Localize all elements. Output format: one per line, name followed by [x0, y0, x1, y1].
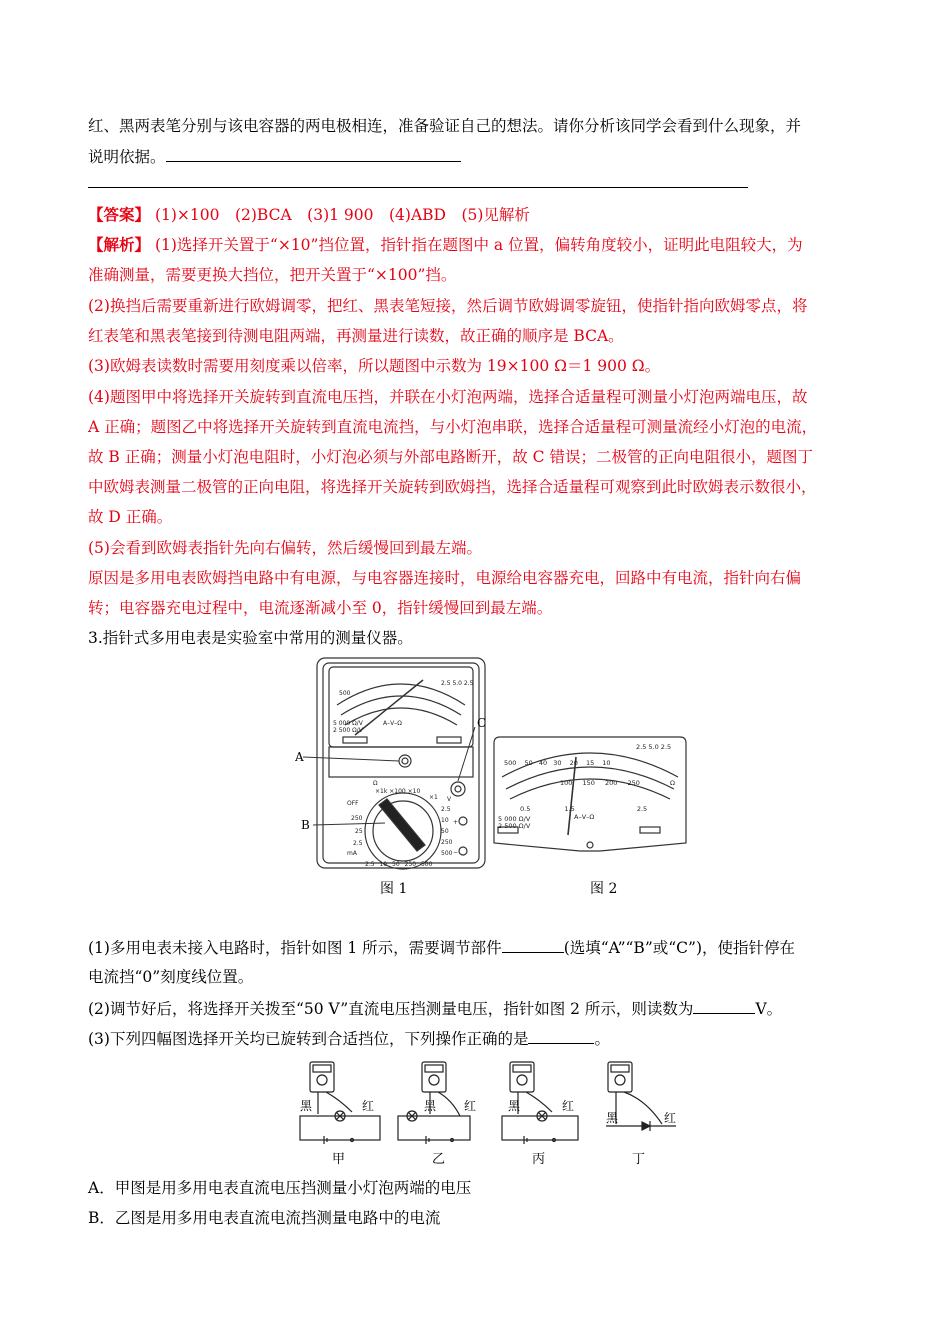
- analysis-line-2: 准确测量，需要更换大挡位，把开关置于“×100”挡。: [88, 266, 457, 284]
- fig1-plus: +: [453, 819, 459, 826]
- circuit-bing-red: 红: [562, 1099, 575, 1113]
- analysis-line-9: 中欧姆表测量二极管的正向电阻，将选择开关旋转到欧姆挡，选择合适量程可观察到此时欧姆表示数很小，: [88, 478, 817, 496]
- analysis-line-4: 红表笔和黑表笔接到待测电阻两端，再测量进行读数，故正确的顺序是 BCA。: [88, 327, 624, 345]
- fig1-dial-right-4: 250: [441, 839, 453, 846]
- intro-line-1: 红、黑两表笔分别与该电容器的两电极相连，准备验证自己的想法。请你分析该同学会看到什么现象，并: [88, 117, 802, 135]
- fig2-scale-top: 500 50 40 30 20 15 10: [504, 759, 611, 767]
- circuit-caption-yi: 乙: [432, 1152, 446, 1167]
- fig1-dial-right-1: 2.5: [441, 806, 451, 813]
- circuit-yi-red: 红: [464, 1099, 477, 1113]
- intro-line-2-text: 说明依据。: [88, 148, 166, 166]
- circuit-jia-black: 黑: [300, 1099, 313, 1113]
- answer-text: (1)×100 (2)BCA (3)1 900 (4)ABD (5)见解析: [154, 206, 530, 224]
- q3-sub-2-text-a: (2)调节好后，将选择开关拨至“50 V”直流电压挡测量电压，指针如图 2 所示，则读数为: [88, 1000, 694, 1018]
- fig1-minus: −: [453, 849, 459, 856]
- circuit-caption-ding: 丁: [632, 1152, 646, 1167]
- fig1-label-b: B: [301, 818, 310, 832]
- fig1-dial-bottom: 2.5 10 50 250 500: [365, 861, 433, 868]
- fig1-avo-label: A–V–Ω: [383, 720, 402, 727]
- q3-sub-1-text-b: (选填“A”“B”或“C”)，使指针停在: [563, 939, 795, 957]
- fig2-spec-1: 5 000 Ω/V: [498, 815, 531, 823]
- answer-line: [88, 205, 880, 225]
- svg-text:500: [339, 690, 351, 697]
- fig1-label-a: A: [295, 750, 304, 764]
- q3-title: 3.指针式多用电表是实验室中常用的测量仪器。: [88, 629, 413, 647]
- fig2-avo-label: A–V–Ω: [574, 813, 595, 821]
- fig2-scale-low: 0.5 1.5 2.5: [520, 805, 648, 813]
- analysis-line-8: 故 B 正确；测量小灯泡电阻时，小灯泡必须与外部电路断开，故 C 错误；二极管的正向电阻很小，题图丁: [88, 448, 813, 466]
- q3-sub-3-line: [88, 1028, 880, 1049]
- analysis-text-1: (1)选择开关置于“×10”挡位置，指针指在题图中 a 位置，偏转角度较小，证明此电阻较大，为: [154, 236, 803, 254]
- option-a: A．甲图是用多用电表直流电压挡测量小灯泡两端的电压: [88, 1179, 472, 1197]
- q3-sub-1-line-1: [88, 937, 880, 958]
- circuit-jia-red: 红: [362, 1099, 375, 1113]
- circuit-ding-red: 红: [664, 1111, 677, 1125]
- answer-rule: [88, 187, 748, 188]
- fig1-dial-left-2: 25: [355, 828, 363, 835]
- q3-sub-2-blank: [693, 998, 755, 1014]
- intro-line-2: [88, 146, 880, 167]
- fig1-label-c: C: [477, 716, 487, 730]
- fig1-dial-left-1: 250: [351, 815, 363, 822]
- fig1-ohm-label: Ω: [373, 780, 378, 787]
- option-b: B．乙图是用多用电表直流电流挡测量电路中的电流: [88, 1209, 441, 1227]
- circuit-caption-jia: 甲: [332, 1152, 346, 1167]
- fig2-spec-2: 2 500 Ω/V: [498, 822, 531, 830]
- fig1-dial-right-3: 50: [441, 828, 449, 835]
- analysis-line-5: (3)欧姆表读数时需要用刻度乘以倍率，所以题图中示数为 19×100 Ω＝1 900 Ω。: [88, 357, 661, 375]
- q3-sub-3-blank: [528, 1028, 594, 1044]
- analysis-line-13: 转；电容器充电过程中，电流逐渐减小至 0，指针缓慢回到最左端。: [88, 599, 553, 617]
- q3-sub-3-text-b: 。: [594, 1030, 610, 1048]
- fig1-top-right: 2.5 5.0 2.5: [441, 680, 474, 687]
- fig1-dial-left-3: 2.5: [353, 840, 363, 847]
- fig1-v: V: [447, 796, 452, 803]
- q3-sub-2-line: [88, 998, 880, 1019]
- q3-sub-2-text-b: V。: [755, 1000, 783, 1018]
- figure-1-caption: 图 1: [380, 881, 408, 897]
- circuit-diagrams: [296, 1060, 696, 1170]
- fig1-spec-2: 2 500 Ω/V: [333, 727, 363, 734]
- analysis-line-3: (2)换挡后需要重新进行欧姆调零，把红、黑表笔短接，然后调节欧姆调零旋钮，使指针指向欧姆零点，将: [88, 297, 808, 315]
- figure-2-meter-face: [490, 735, 690, 857]
- fig1-dial-right-2: 10: [441, 817, 449, 824]
- fig1-scale-top: 500: [339, 690, 351, 697]
- analysis-line-1: [88, 235, 880, 255]
- analysis-line-10: 故 D 正确。: [88, 508, 173, 526]
- fig2-scale-mid: 100 150 200 250: [560, 779, 640, 787]
- fig2-top-right: 2.5 5.0 2.5: [636, 743, 672, 751]
- q3-sub-3-text-a: (3)下列四幅图选择开关均已旋转到合适挡位，下列操作正确的是: [88, 1030, 529, 1048]
- circuit-ding-black: 黑: [606, 1111, 619, 1125]
- fig1-ma: mA: [347, 850, 357, 857]
- fig1-spec-1: 5 000 Ω/V: [333, 720, 363, 727]
- fig1-dial-right-5: 500: [441, 850, 453, 857]
- fig1-x1: ×1: [429, 794, 438, 801]
- analysis-line-7: A 正确；题图乙中将选择开关旋转到直流电流挡，与小灯泡串联，选择合适量程可测量流经小灯泡的电流，: [88, 418, 818, 436]
- q3-sub-1-blank: [502, 937, 564, 953]
- circuit-caption-bing: 丙: [532, 1152, 546, 1167]
- q3-sub-1-line-2: 电流挡“0”刻度线位置。: [88, 968, 254, 986]
- figure-1-multimeter: [295, 655, 495, 873]
- circuit-bing-black: 黑: [508, 1099, 521, 1113]
- analysis-line-6: (4)题图甲中将选择开关旋转到直流电压挡，并联在小灯泡两端，选择合适量程可测量小灯泡两端电压，故: [88, 388, 808, 406]
- figure-2-caption: 图 2: [590, 881, 618, 897]
- analysis-line-11: (5)会看到欧姆表指针先向右偏转，然后缓慢回到最左端。: [88, 539, 482, 557]
- circuit-yi-black: 黑: [424, 1099, 437, 1113]
- answer-blank: [166, 146, 461, 162]
- analysis-line-12: 原因是多用电表欧姆挡电路中有电源，与电容器连接时，电源给电容器充电，回路中有电流，指针向右偏: [88, 569, 802, 587]
- fig1-off: OFF: [347, 800, 359, 807]
- fig2-ohm-label: Ω: [670, 779, 675, 787]
- q3-sub-1-text-a: (1)多用电表未接入电路时，指针如图 1 所示，需要调节部件: [88, 939, 502, 957]
- answer-tag: 【答案】: [88, 205, 151, 224]
- fig1-range-top: ×1k ×100 ×10: [375, 788, 421, 795]
- analysis-tag: 【解析】: [88, 235, 151, 254]
